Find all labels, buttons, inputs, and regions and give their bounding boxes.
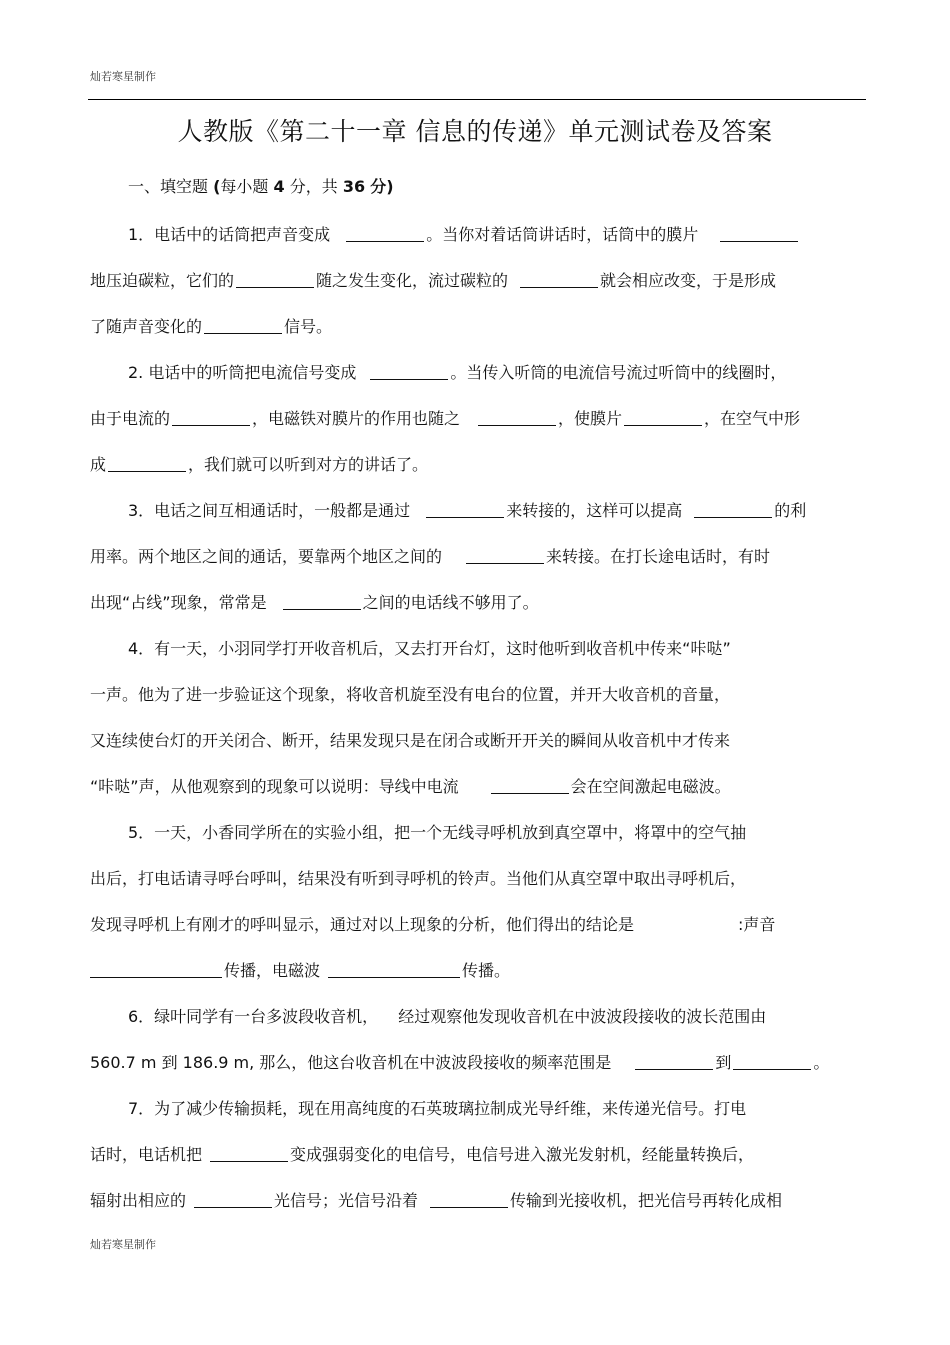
answer-blank[interactable]: [204, 317, 282, 334]
q5-line-4: [90, 948, 865, 994]
answer-blank[interactable]: [370, 363, 448, 380]
q4-line-2: [90, 672, 865, 718]
section-per: 每小题: [220, 177, 269, 196]
q2-text-h: ，我们就可以听到对方的讲话了。: [188, 455, 429, 474]
q2-text-c: 由于电流的: [90, 409, 171, 428]
q7-text-e: 光信号；光信号沿着: [274, 1191, 419, 1210]
q3-line-1: [90, 488, 865, 534]
q2-text-e: ，使膜片: [558, 409, 623, 428]
section-unit1: 分，共: [289, 177, 338, 196]
q6-text-a: 6．绿叶同学有一台多波段收音机，: [128, 1007, 379, 1026]
answer-blank[interactable]: [90, 961, 222, 978]
q1-line-1: [90, 212, 865, 258]
q2-text-f: ，在空气中形: [704, 409, 801, 428]
answer-blank[interactable]: [210, 1145, 288, 1162]
q3-text-d: 用率。两个地区之间的通话，要靠两个地区之间的: [90, 547, 443, 566]
q2-text-d: ，电磁铁对膜片的作用也随之: [252, 409, 461, 428]
page-footer-text: 灿若寒星制作: [90, 1238, 156, 1251]
q3-text-f: 出现“占线”现象，常常是: [90, 593, 267, 612]
q4-text-e: 会在空间激起电磁波。: [570, 777, 731, 796]
q6-line-2: [90, 1040, 865, 1086]
answer-blank[interactable]: [346, 225, 424, 242]
answer-blank[interactable]: [426, 501, 504, 518]
q2-line-3: [90, 442, 865, 488]
q5-line-3: [90, 902, 865, 948]
question-list: [90, 212, 865, 1224]
page-header-text: 灿若寒星制作: [90, 70, 156, 83]
section-heading: [128, 174, 394, 197]
q6-line-1: [90, 994, 865, 1040]
q7-line-3: [90, 1178, 865, 1224]
q2-line-1: [90, 350, 865, 396]
q6-text-b: 经过观察他发现收音机在中波波段接收的波长范围由: [398, 1007, 767, 1026]
q5-text-e: 传播，电磁波: [224, 961, 321, 980]
answer-blank[interactable]: [283, 593, 361, 610]
section-unit2: 分): [370, 177, 394, 196]
q1-line-2: [90, 258, 865, 304]
q1-text-g: 信号。: [284, 317, 333, 336]
q7-text-d: 辐射出相应的: [90, 1191, 187, 1210]
answer-blank[interactable]: [520, 271, 598, 288]
answer-blank[interactable]: [194, 1191, 272, 1208]
q7-line-1: [90, 1086, 865, 1132]
answer-blank[interactable]: [236, 271, 314, 288]
q7-text-a: 7．为了减少传输损耗，现在用高纯度的石英玻璃拉制成光导纤维，来传递光信号。打电: [128, 1099, 747, 1118]
answer-blank[interactable]: [430, 1191, 508, 1208]
q3-text-c: 的利: [774, 501, 807, 520]
answer-blank[interactable]: [466, 547, 544, 564]
q7-text-b: 话时，电话机把: [90, 1145, 203, 1164]
answer-blank[interactable]: [108, 455, 186, 472]
answer-blank[interactable]: [694, 501, 772, 518]
q1-text-f: 了随声音变化的: [90, 317, 203, 336]
q3-text-b: 来转接的，这样可以提高: [506, 501, 683, 520]
q6-text-e: 。: [813, 1053, 830, 1072]
q5-text-f: 传播。: [462, 961, 511, 980]
q3-text-e: 来转接。在打长途电话时，有时: [546, 547, 771, 566]
q3-line-3: [90, 580, 865, 626]
q5-text-a: 5．一天，小香同学所在的实验小组，把一个无线寻呼机放到真空罩中，将罩中的空气抽: [128, 823, 747, 842]
section-total: 36: [342, 177, 366, 196]
q5-text-c: 发现寻呼机上有刚才的呼叫显示，通过对以上现象的分析，他们得出的结论是: [90, 915, 635, 934]
answer-blank[interactable]: [624, 409, 702, 426]
document-title: 人教版《第二十一章 信息的传递》单元测试卷及答案: [177, 117, 773, 146]
q3-text-a: 3．电话之间互相通话时，一般都是通过: [128, 501, 411, 520]
q4-line-1: [90, 626, 865, 672]
q3-text-g: 之间的电话线不够用了。: [362, 593, 539, 612]
q2-text-b: 。当传入听筒的电流信号流过听筒中的线圈时，: [450, 363, 787, 382]
answer-blank[interactable]: [478, 409, 556, 426]
q7-line-2: [90, 1132, 865, 1178]
answer-blank[interactable]: [635, 1053, 713, 1070]
answer-blank[interactable]: [733, 1053, 811, 1070]
answer-blank[interactable]: [720, 225, 798, 242]
q5-line-2: [90, 856, 865, 902]
header-divider: [88, 99, 866, 100]
q1-line-3: [90, 304, 865, 350]
q1-text-e: 就会相应改变，于是形成: [600, 271, 777, 290]
q1-text-b: 。当你对着话筒讲话时，话筒中的膜片: [426, 225, 699, 244]
q7-text-f: 传输到光接收机，把光信号再转化成相: [510, 1191, 783, 1210]
q1-text-a: 1．电话中的话筒把声音变成: [128, 225, 331, 244]
q3-line-2: [90, 534, 865, 580]
q5-line-1: [90, 810, 865, 856]
section-label: 一、填空题: [128, 177, 209, 196]
q2-line-2: [90, 396, 865, 442]
q4-text-c: 又连续使台灯的开关闭合、断开，结果发现只是在闭合或断开开关的瞬间从收音机中才传来: [90, 731, 731, 750]
q2-text-a: 2. 电话中的听筒把电流信号变成: [128, 363, 357, 382]
answer-blank[interactable]: [328, 961, 460, 978]
q4-line-4: [90, 764, 865, 810]
q5-text-b: 出后，打电话请寻呼台呼叫，结果没有听到寻呼机的铃声。当他们从真空罩中取出寻呼机后，: [90, 869, 747, 888]
q1-text-d: 随之发生变化，流过碳粒的: [316, 271, 509, 290]
section-open-paren: (: [213, 177, 221, 196]
q4-text-b: 一声。他为了进一步验证这个现象，将收音机旋至没有电台的位置，并开大收音机的音量，: [90, 685, 731, 704]
q4-text-a: 4．有一天，小羽同学打开收音机后，又去打开台灯，这时他听到收音机中传来“咔哒”: [128, 639, 731, 658]
q7-text-c: 变成强弱变化的电信号，电信号进入激光发射机，经能量转换后，: [290, 1145, 755, 1164]
q4-line-3: [90, 718, 865, 764]
section-per-num: 4: [273, 177, 285, 196]
q4-text-d: “咔哒”声，从他观察到的现象可以说明：导线中电流: [90, 777, 459, 796]
answer-blank[interactable]: [172, 409, 250, 426]
q2-text-g: 成: [90, 455, 107, 474]
q1-text-c: 地压迫碳粒，它们的: [90, 271, 235, 290]
q6-text-d: 到: [715, 1053, 732, 1072]
q5-text-d: :声音: [738, 915, 776, 934]
answer-blank[interactable]: [491, 777, 569, 794]
q6-text-c: 560.7 m 到 186.9 m, 那么，他这台收音机在中波波段接收的频率范围是: [90, 1053, 612, 1072]
